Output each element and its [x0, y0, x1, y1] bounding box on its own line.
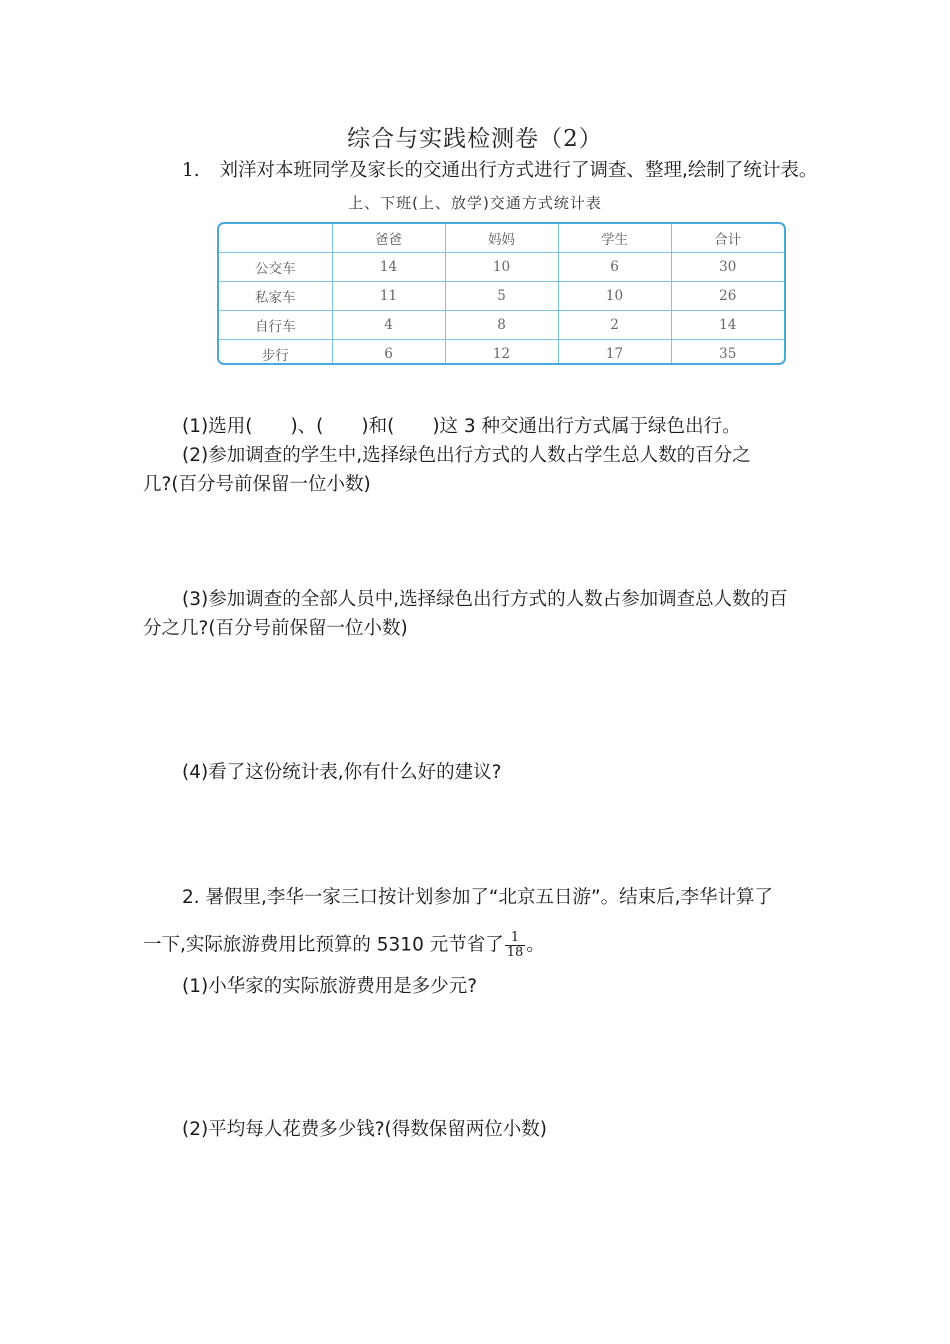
table-row [219, 282, 784, 311]
part-1-text-a: (1)选用( [182, 416, 253, 437]
part-1-text-c: )和( [361, 416, 395, 437]
question-1-part-3-line-2: 分之几?(百分号前保留一位小数) [143, 618, 408, 639]
statistics-table [217, 222, 786, 365]
question-2-stem-text: 一下,实际旅游费用比预算的 5310 元节省了 [143, 934, 504, 956]
table-cell: 10 [445, 253, 558, 282]
table-header-cell: 妈妈 [445, 224, 558, 253]
table-cell: 14 [332, 253, 445, 282]
question-1-part-1 [182, 414, 741, 440]
question-1-part-2-line-2: 几?(百分号前保留一位小数) [143, 474, 371, 495]
table-cell: 6 [332, 340, 445, 366]
question-2-stem-end: 。 [526, 934, 545, 956]
table-cell: 4 [332, 311, 445, 340]
part-1-text-b: )、( [290, 416, 324, 437]
table-cell: 17 [558, 340, 671, 366]
table-row [219, 253, 784, 282]
question-2-stem-line-2 [143, 931, 545, 960]
table-header-cell: 爸爸 [332, 224, 445, 253]
question-1-stem [182, 158, 817, 184]
question-2-stem-line-1: 2. 暑假里,李华一家三口按计划参加了“北京五日游”。结束后,李华计算了 [182, 887, 773, 908]
fraction-denominator: 18 [506, 945, 524, 960]
table-cell: 30 [671, 253, 784, 282]
table-header-cell: 合计 [671, 224, 784, 253]
table-row-label: 私家车 [219, 282, 332, 311]
fraction [505, 931, 526, 960]
table-cell: 8 [445, 311, 558, 340]
table-cell: 26 [671, 282, 784, 311]
table-header-row [219, 224, 784, 253]
table-header-cell: 学生 [558, 224, 671, 253]
table-row-label: 步行 [219, 340, 332, 366]
table-cell: 6 [558, 253, 671, 282]
table-row [219, 340, 784, 366]
question-1-number: 1. [182, 160, 200, 181]
table-cell: 12 [445, 340, 558, 366]
question-1-part-4: (4)看了这份统计表,你有什么好的建议? [182, 762, 502, 783]
question-1-part-2-line-1: (2)参加调查的学生中,选择绿色出行方式的人数占学生总人数的百分之 [182, 445, 751, 466]
table-cell: 11 [332, 282, 445, 311]
table-title: 上、下班(上、放学)交通方式统计表 [348, 194, 602, 212]
table-row [219, 311, 784, 340]
question-1-text: 刘洋对本班同学及家长的交通出行方式进行了调查、整理,绘制了统计表。 [219, 160, 818, 181]
table-header-cell [219, 224, 332, 253]
part-1-text-d: )这 3 种交通出行方式属于绿色出行。 [432, 416, 741, 437]
question-2-part-1: (1)小华家的实际旅游费用是多少元? [182, 976, 478, 997]
question-2-part-2: (2)平均每人花费多少钱?(得数保留两位小数) [182, 1119, 547, 1140]
fraction-numerator: 1 [505, 931, 526, 946]
table-row-label: 公交车 [219, 253, 332, 282]
table-cell: 2 [558, 311, 671, 340]
table-cell: 5 [445, 282, 558, 311]
table-cell: 35 [719, 346, 737, 362]
table-cell: 10 [558, 282, 671, 311]
table-cell: 14 [671, 311, 784, 340]
page-title: 综合与实践检测卷（2） [347, 126, 603, 152]
question-1-part-3-line-1: (3)参加调查的全部人员中,选择绿色出行方式的人数占参加调查总人数的百 [182, 589, 788, 610]
table-row-label: 自行车 [219, 311, 332, 340]
